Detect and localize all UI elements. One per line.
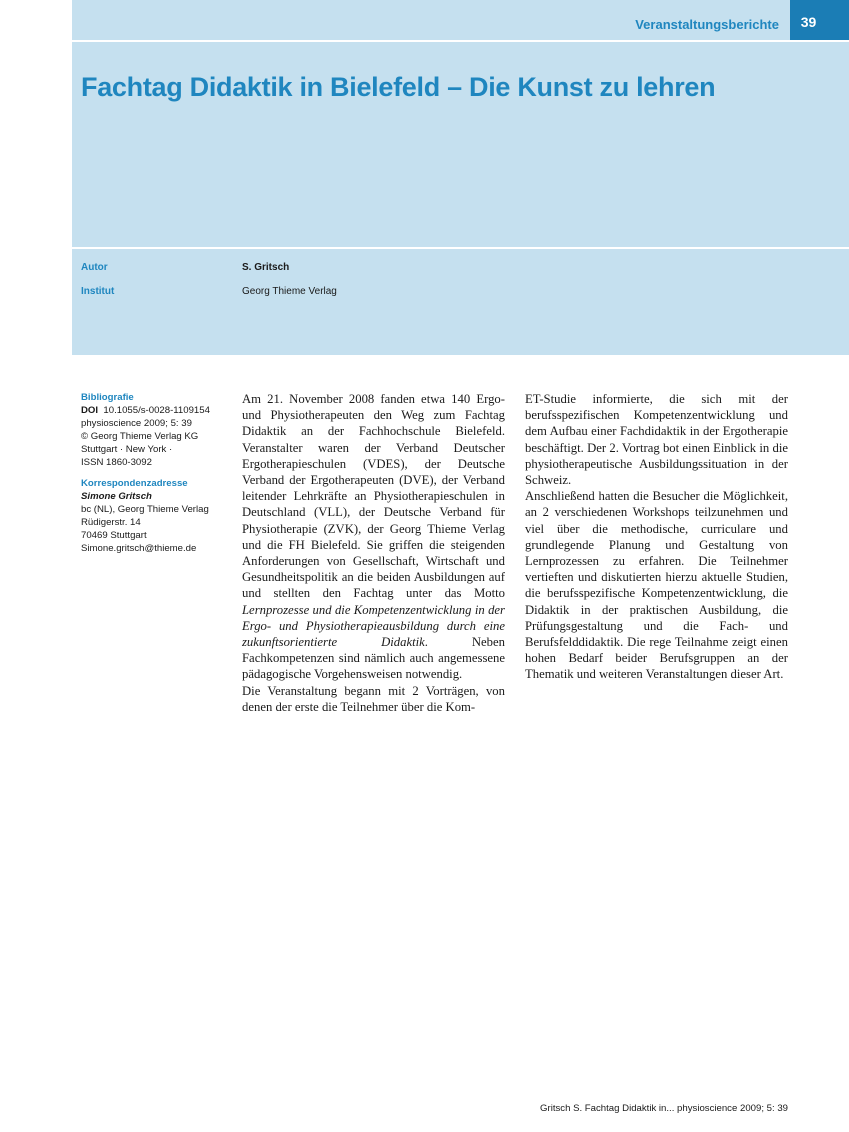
title-panel (72, 42, 849, 247)
sidebar-bibliography (81, 391, 231, 555)
section-label: Veranstaltungsberichte (635, 17, 779, 32)
paragraph-intro-end: . Neben Fachkompetenzen sind nämlich auch angemessene pädagogische Vorgehensweisen notwendig. (242, 635, 505, 682)
paragraph-intro (242, 391, 505, 683)
footer-citation: Gritsch S. Fachtag Didaktik in... physioscience 2009; 5: 39 (540, 1103, 788, 1114)
paragraph-workshops: Anschließend hatten die Besucher die Möglichkeit, an 2 verschiedenen Workshops teilzunehmen und viel über die methodische, curriculare und grundlegende Planung und Gestaltung von Lernprozessen zu erfahren. Die Teilnehmer vertieften und diskutierten hierzu aktuelle Studien, die berufsspezifische Kompetenzentwicklung, die Didaktik in der praktischen Ausbildung, die Prüfungsgestaltung und die Fach- und Berufsfelddidaktik. Die rege Teilnahme zeigt einen hohen Bedarf beider Berufsgruppen an der Thematik und weiteren Veranstaltungen dieser Art. (525, 489, 788, 682)
bibliography-heading: Bibliografie (81, 392, 134, 403)
institute-label: Institut (81, 286, 115, 297)
author-name: S. Gritsch (242, 262, 290, 273)
correspondence-heading: Korrespondenzadresse (81, 478, 188, 489)
doi-value: 10.1055/s-0028-1109154 (103, 405, 210, 416)
author-label: Autor (81, 262, 108, 273)
body-column-1 (242, 391, 505, 715)
paragraph-intro-start: Am 21. November 2008 fanden etwa 140 Ergo- und Physiotherapeuten den Weg zum Fachtag Didaktik an der Fachhochschule Bielefeld. Veranstalter waren der Verband Deutscher Ergotherapieschulen (VDES), der Deutsche Verband der Ergotherapeuten (DVE), der Verband leitender Lehrkräfte an Physiotherapieschulen in Deutschland (VLL), der Deutsche Verband für Physiotherapie (ZVK), der Georg Thieme Verlag und die FH Bielefeld. Sie griffen die steigenden Anforderungen von Gesellschaft, Wirtschaft und Gesundheitspolitik an die beiden Ausbildungen auf und stellten den Fachtag unter das Motto (242, 392, 505, 601)
doi-line (81, 404, 231, 417)
correspondence-street: Rüdigerstr. 14 (81, 517, 141, 528)
issn: ISSN 1860-3092 (81, 457, 152, 468)
citation: physioscience 2009; 5: 39 (81, 418, 192, 429)
correspondence-name: Simone Gritsch (81, 491, 152, 502)
correspondence-city: 70469 Stuttgart (81, 530, 147, 541)
paragraph-lectures: Die Veranstaltung begann mit 2 Vorträgen, von denen der erste die Teilnehmer über die Kom- (242, 683, 505, 714)
page-number: 39 (790, 0, 849, 40)
paragraph-lectures-cont: ET-Studie informierte, die sich mit der berufsspezifischen Kompetenzentwicklung und dem Aufbau einer Fachdidaktik in der Ergotherapie beschäftigt. Der 2. Vortrag bot einen Einblick in die physiotherapeutische Ausbildungssituation in der Schweiz. (525, 392, 788, 488)
publisher-location: Stuttgart · New York · (81, 444, 173, 455)
motto: Lernprozesse und die Kompetenzentwicklung in der Ergo- und Physiotherapieausbildung durch eine zukunftsorientierte Didaktik (242, 602, 505, 650)
header-bar (72, 0, 849, 40)
correspondence-affiliation: bc (NL), Georg Thieme Verlag (81, 504, 209, 515)
article-title: Fachtag Didaktik in Bielefeld – Die Kunst zu lehren (81, 72, 716, 102)
copyright: © Georg Thieme Verlag KG (81, 431, 199, 442)
doi-label: DOI (81, 405, 99, 416)
body-column-2 (525, 391, 788, 683)
institute-name: Georg Thieme Verlag (242, 286, 337, 297)
author-panel (72, 249, 849, 355)
correspondence-email[interactable]: Simone.gritsch@thieme.de (81, 543, 197, 554)
